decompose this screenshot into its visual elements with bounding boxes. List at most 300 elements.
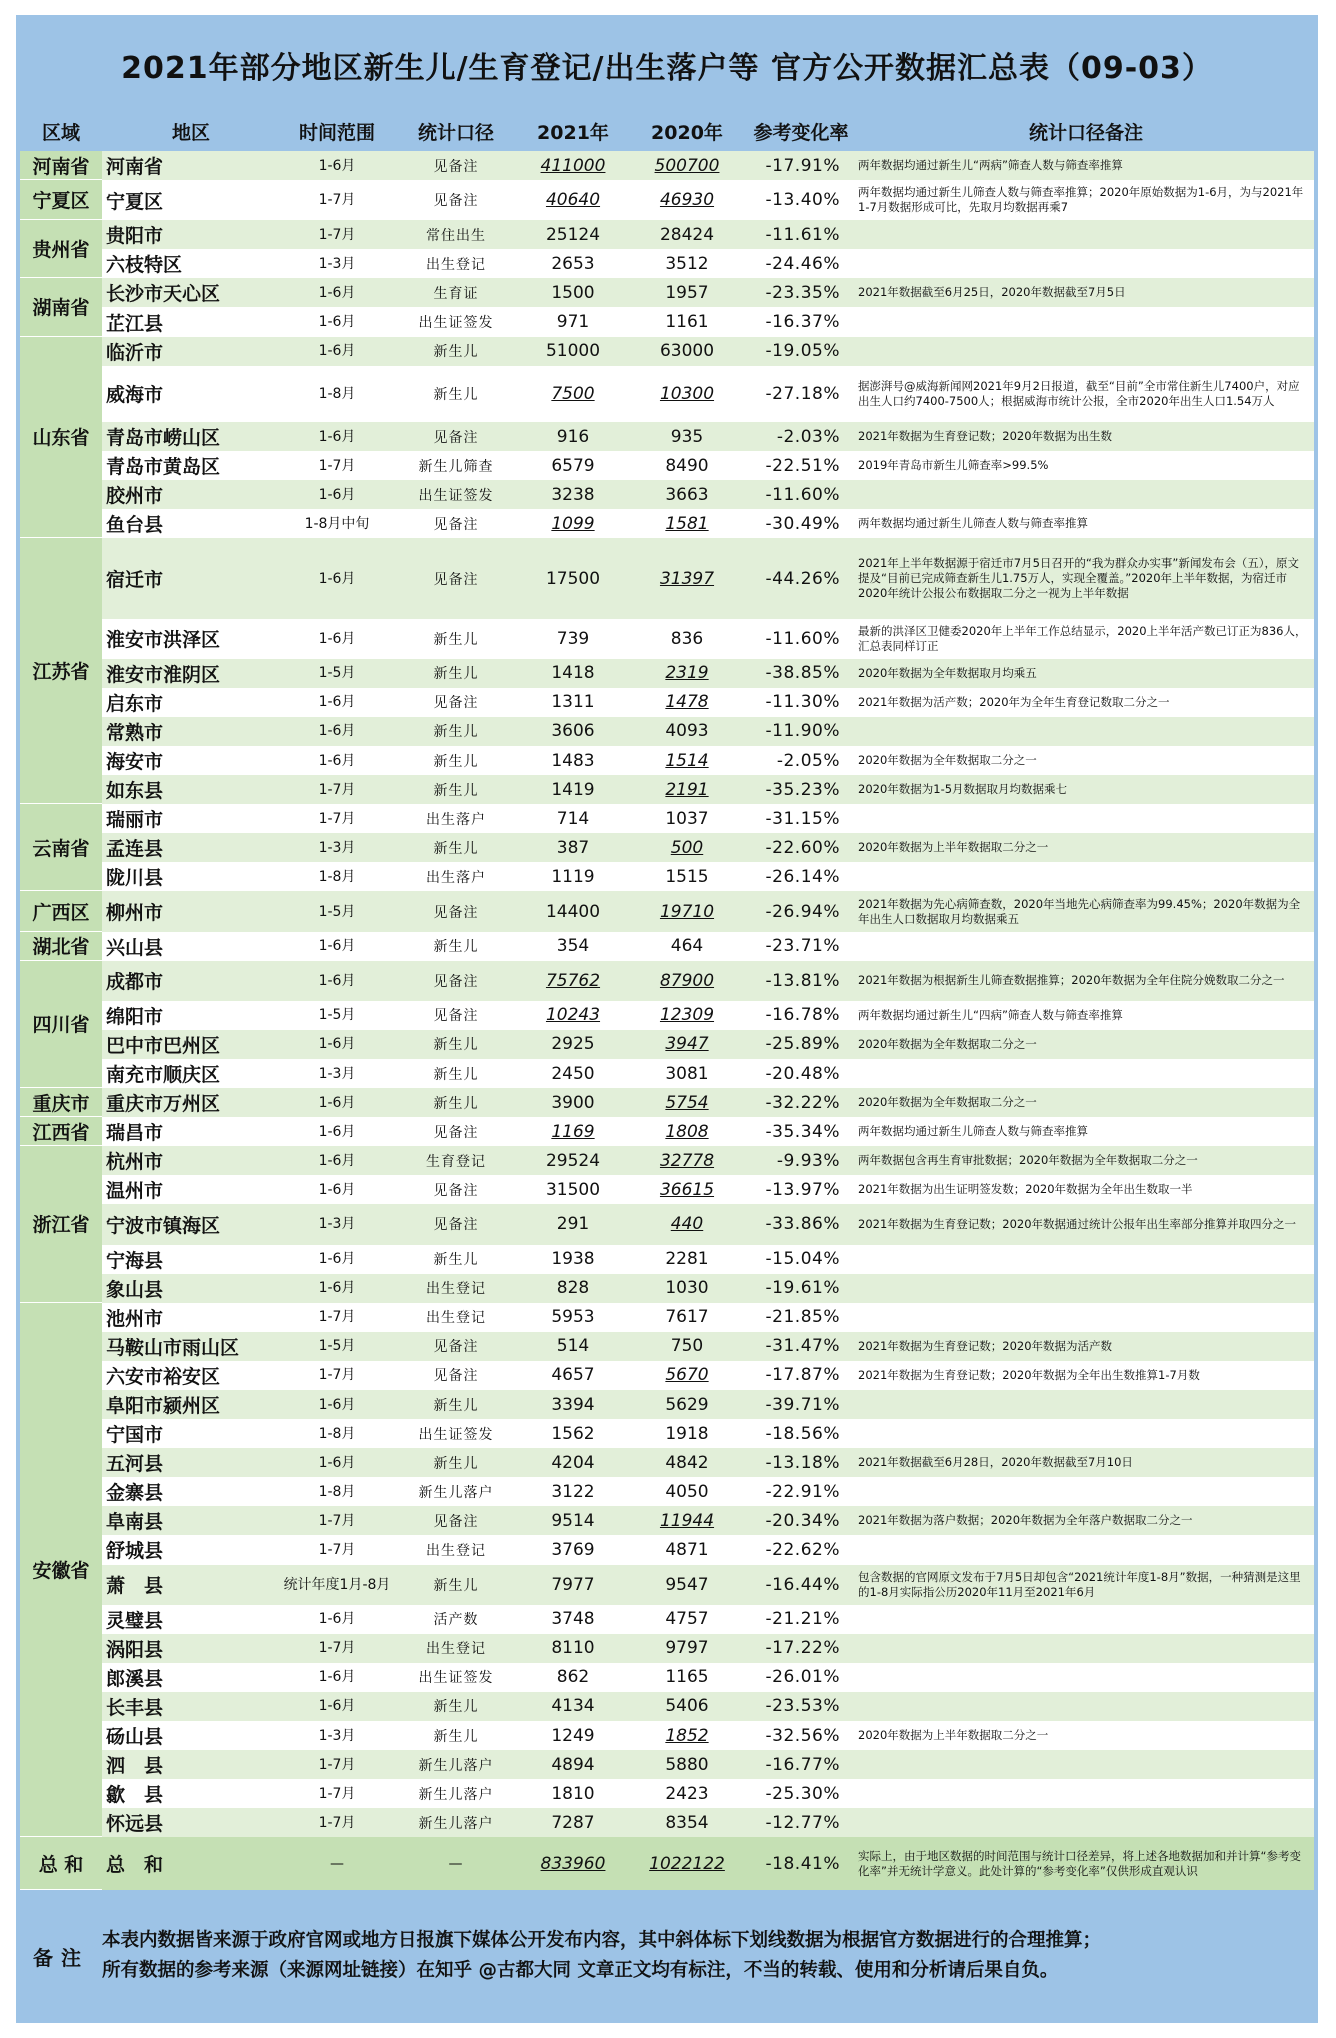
time-range-cell [278,804,396,833]
note-cell [858,1535,1310,1564]
value-2021-cell [516,337,630,366]
note-cell-text: 两年数据均通过新生儿筛查人数与筛查率推算；2020年原始数据为1-6月，为与2021年1-7月数据形成可比，先取月均数据再乘7 [858,185,1304,215]
caliber-cell [396,1448,516,1477]
note-cell [858,717,1310,746]
change-rate-cell-text: -2.03% [776,426,840,447]
value-2021-cell [516,1274,630,1303]
table-row [102,422,1314,451]
region-cell: 宁夏区 [20,180,102,220]
area-cell [106,151,276,180]
caliber-cell [396,1750,516,1779]
table-row [102,180,1314,220]
note-cell-text: 两年数据均通过新生儿筛查人数与筛查率推算 [858,516,1088,531]
value-2021-cell-text: 4134 [551,1696,595,1717]
change-rate-cell [744,1750,844,1779]
time-range-cell-text: 1-8月 [318,1425,356,1442]
caliber-cell [396,1361,516,1390]
change-rate-cell-text: -16.77% [765,1754,840,1775]
value-2021-cell [516,1332,630,1361]
value-2020-cell [630,1390,744,1419]
value-2021-cell [516,538,630,618]
caliber-cell-text: 新生儿 [433,1037,479,1054]
caliber-cell [396,746,516,775]
area-cell-text: 萧 县 [106,1575,164,1598]
area-cell [106,1390,276,1419]
note-cell [858,619,1310,659]
caliber-cell [396,1245,516,1274]
caliber-cell-text: 新生儿 [433,344,479,361]
value-2021-cell-text: 1500 [551,282,595,303]
time-range-cell [278,619,396,659]
caliber-cell-text: 见备注 [433,516,479,533]
time-range-cell [278,1506,396,1535]
time-range-cell [278,307,396,336]
note-cell [858,366,1310,422]
note-cell [858,1565,1310,1605]
change-rate-cell-text: -16.44% [765,1574,840,1595]
caliber-cell-text: 新生儿 [433,753,479,770]
table-row [102,1779,1314,1808]
value-2021-cell-text: 4657 [551,1365,595,1386]
note-cell [858,961,1310,1001]
time-range-cell [278,1030,396,1059]
value-2021-cell [516,804,630,833]
change-rate-cell [744,1692,844,1721]
change-rate-cell [744,717,844,746]
caliber-cell-text: 新生儿 [433,939,479,956]
area-cell-text: 鱼台县 [106,514,164,537]
note-cell [858,1750,1310,1779]
change-rate-cell [744,1721,844,1750]
caliber-cell [396,862,516,891]
value-2020-cell-text: 1514 [665,750,709,771]
value-2020-cell-text: 500700 [654,155,720,176]
value-2021-cell-text: 2450 [551,1063,595,1084]
value-2020-cell [630,538,744,618]
area-cell-text: 郎溪县 [106,1667,164,1690]
page-title: 2021年部分地区新生儿/生育登记/出生落户等 官方公开数据汇总表（09-03） [121,51,1213,86]
value-2020-cell [630,1303,744,1332]
value-2021-cell-text: 29524 [545,1150,601,1171]
value-2020-cell-text: 5406 [665,1696,709,1717]
area-cell [106,659,276,688]
change-rate-cell-text: -39.71% [765,1394,840,1415]
value-2021-cell-text: 25124 [545,224,601,245]
note-cell-text: 2021年数据为出生证明签发数；2020年数据为全年出生数取一半 [858,1182,1193,1197]
change-rate-cell [744,1361,844,1390]
caliber-cell-text: 生育证 [433,285,479,302]
header-change: 参考变化率 [753,122,849,144]
value-2021-cell [516,1303,630,1332]
time-range-cell [278,775,396,804]
note-cell [858,932,1310,961]
time-range-cell-text: 1-6月 [318,1698,356,1715]
time-range-cell [278,1245,396,1274]
note-cell-text: 2020年数据为上半年数据取二分之一 [858,840,1049,855]
note-cell [858,1663,1310,1692]
time-range-cell [278,1448,396,1477]
value-2021-cell [516,249,630,278]
caliber-cell [396,1332,516,1361]
region-cell: 重庆市 [20,1088,102,1117]
value-2020-cell-text: 500 [670,837,704,858]
caliber-cell [396,1506,516,1535]
time-range-cell-text: 1-6月 [318,1280,356,1297]
time-range-cell-text: 1-5月 [318,903,356,920]
value-2021-cell-text: 1249 [551,1725,595,1746]
time-range-cell [278,366,396,422]
change-rate-cell-text: -9.93% [776,1150,840,1171]
area-cell-text: 威海市 [106,384,164,407]
caliber-cell-text: 见备注 [433,429,479,446]
caliber-cell-text: 出生登记 [426,1641,486,1658]
value-2021-cell [516,659,630,688]
area-cell-text: 马鞍山市雨山区 [106,1336,240,1359]
value-2020-cell-text: 1030 [665,1278,709,1299]
value-2021-cell-text: 916 [556,426,590,447]
note-cell [858,688,1310,717]
area-cell-text: 胶州市 [106,485,164,508]
time-range-cell [278,1204,396,1244]
time-range-cell-text: 1-8月 [318,1483,356,1500]
table-row [102,1477,1314,1506]
time-range-cell-text: 1-6月 [318,157,356,174]
change-rate-cell [744,1030,844,1059]
value-2021-cell-text: 8110 [551,1638,595,1659]
change-rate-cell [744,891,844,931]
change-rate-cell [744,804,844,833]
change-rate-cell-text: -12.77% [765,1812,840,1833]
note-cell [858,1419,1310,1448]
footer-line-1: 本表内数据皆来源于政府官网或地方日报旗下媒体公开发布内容，其中斜体标下划线数据为根据官方数据进行的合理推算； [102,1930,1102,1951]
value-2021-cell-text: 3748 [551,1609,595,1630]
table-row [102,1303,1314,1332]
value-2021-cell-text: 1419 [551,779,595,800]
value-2020-cell-text: 1852 [665,1725,709,1746]
time-range-cell [278,451,396,480]
value-2020-cell-text: 1581 [665,513,709,534]
caliber-cell-text: 出生落户 [426,811,486,828]
time-range-cell [278,1750,396,1779]
change-rate-cell [744,1059,844,1088]
caliber-cell [396,480,516,509]
value-2020-cell [630,509,744,538]
caliber-cell [396,1837,516,1890]
time-range-cell-text: 1-7月 [318,1785,356,1802]
note-cell [858,220,1310,249]
change-rate-cell-text: -23.53% [765,1696,840,1717]
time-range-cell [278,1332,396,1361]
caliber-cell-text: 出生登记 [426,1542,486,1559]
value-2021-cell [516,1808,630,1837]
time-range-cell [278,862,396,891]
time-range-cell-text: 1-6月 [318,486,356,503]
caliber-cell [396,1175,516,1204]
value-2021-cell [516,220,630,249]
caliber-cell-text: 见备注 [433,1124,479,1141]
area-cell [106,1059,276,1088]
note-cell-text: 两年数据均通过新生儿筛查人数与筛查率推算 [858,1124,1088,1139]
area-cell [106,366,276,422]
area-cell [106,249,276,278]
caliber-cell [396,804,516,833]
change-rate-cell [744,1390,844,1419]
note-cell-text: 2021年数据为生育登记数；2020年数据为出生数 [858,429,1113,444]
area-cell-text: 孟连县 [106,838,164,861]
note-cell-text: 2021年数据为根据新生儿筛查数据推算；2020年数据为全年住院分娩数取二分之一 [858,973,1285,988]
area-cell [106,1565,276,1605]
note-cell [858,1332,1310,1361]
change-rate-cell-text: -13.18% [765,1452,840,1473]
value-2021-cell [516,1837,630,1890]
note-cell-text: 包含数据的官网原文发布于7月5日却包含“2021统计年度1-8月”数据，一种猜测是这里的1-8月实际指公历2020年11月至2021年6月 [858,1569,1301,1599]
value-2020-cell [630,1808,744,1837]
table-row [102,1030,1314,1059]
caliber-cell [396,619,516,659]
table-frame [16,15,1318,2023]
change-rate-cell [744,422,844,451]
caliber-cell [396,509,516,538]
area-cell [106,1204,276,1244]
note-cell-text: 2020年数据为上半年数据取二分之一 [858,1728,1049,1743]
table-row [102,619,1314,659]
caliber-cell [396,451,516,480]
value-2021-cell-text: 862 [556,1667,590,1688]
value-2021-cell-text: 7500 [551,383,595,404]
value-2020-cell-text: 31397 [659,568,715,589]
area-cell [106,1779,276,1808]
time-range-cell-text: 1-7月 [318,1309,356,1326]
area-cell [106,961,276,1001]
area-cell-text: 青岛市黄岛区 [106,456,221,479]
value-2020-cell [630,422,744,451]
footer-text [102,1926,1302,1986]
area-cell-text: 成都市 [106,971,164,994]
value-2020-cell [630,746,744,775]
change-rate-cell [744,1477,844,1506]
value-2020-cell-text: 63000 [659,341,715,362]
area-cell-text: 兴山县 [106,936,164,959]
value-2020-cell [630,619,744,659]
caliber-cell-text: 见备注 [433,973,479,990]
caliber-cell [396,932,516,961]
area-cell-text: 灵璧县 [106,1609,164,1632]
region-cell: 河南省 [20,151,102,180]
value-2021-cell-text: 1938 [551,1249,595,1270]
caliber-cell-text: 新生儿 [433,1397,479,1414]
change-rate-cell [744,1634,844,1663]
value-2021-cell [516,1721,630,1750]
area-cell-text: 海安市 [106,751,164,774]
area-cell [106,422,276,451]
note-cell-text: 两年数据均通过新生儿“两病”筛查人数与筛查率推算 [858,158,1123,173]
area-cell [106,1605,276,1634]
value-2021-cell [516,746,630,775]
time-range-cell [278,1303,396,1332]
area-cell [106,1663,276,1692]
caliber-cell [396,1477,516,1506]
value-2021-cell [516,1245,630,1274]
area-cell-text: 启东市 [106,692,164,715]
value-2020-cell-text: 8354 [665,1812,709,1833]
region-cell: 四川省 [20,961,102,1088]
region-cell: 贵州省 [20,220,102,278]
table-row [102,1245,1314,1274]
value-2021-cell-text: 739 [556,628,590,649]
time-range-cell-text: 1-6月 [318,1123,356,1140]
change-rate-cell-text: -32.22% [765,1092,840,1113]
value-2020-cell-text: 1957 [665,282,709,303]
area-cell-text: 六枝特区 [106,254,183,277]
time-range-cell [278,1565,396,1605]
area-cell [106,480,276,509]
value-2021-cell-text: 514 [556,1336,590,1357]
note-cell-text: 实际上，由于地区数据的时间范围与统计口径差异，将上述各地数据加和并计算“参考变化率”并无统计学意义。此处计算的“参考变化率”仅供形成直观认识 [858,1848,1301,1878]
caliber-cell-text: 见备注 [433,1008,479,1025]
change-rate-cell-text: -35.23% [765,779,840,800]
table-row [102,1721,1314,1750]
region-cell: 江西省 [20,1117,102,1146]
value-2020-cell [630,1448,744,1477]
table-row [102,366,1314,422]
caliber-cell-text: 见备注 [433,1368,479,1385]
caliber-cell-text: 见备注 [433,1339,479,1356]
change-rate-cell-text: -22.62% [765,1539,840,1560]
area-cell [106,1477,276,1506]
value-2020-cell [630,307,744,336]
note-cell-text: 2021年数据截至6月25日，2020年数据截至7月5日 [858,285,1126,300]
area-cell-text: 宿迁市 [106,569,164,592]
time-range-cell [278,1390,396,1419]
area-cell [106,1245,276,1274]
area-cell-text: 长沙市天心区 [106,283,221,306]
value-2021-cell [516,1448,630,1477]
area-cell-text: 常熟市 [106,721,164,744]
value-2020-cell-text: 440 [670,1214,704,1235]
value-2020-cell-text: 4050 [665,1481,709,1502]
value-2020-cell-text: 4757 [665,1609,709,1630]
area-cell [106,1146,276,1175]
time-range-cell [278,1175,396,1204]
region-cell: 湖南省 [20,278,102,336]
time-range-cell [278,249,396,278]
change-rate-cell-text: -21.85% [765,1307,840,1328]
change-rate-cell-text: -27.18% [765,383,840,404]
table-body [20,151,1314,1890]
change-rate-cell [744,746,844,775]
change-rate-cell-text: -17.87% [765,1365,840,1386]
change-rate-cell-text: -15.04% [765,1249,840,1270]
area-cell [106,1535,276,1564]
region-cell: 总 和 [20,1837,102,1890]
table-row [102,480,1314,509]
value-2021-cell-text: 387 [556,837,590,858]
caliber-cell [396,1535,516,1564]
value-2021-cell-text: 1418 [551,663,595,684]
area-cell [106,1721,276,1750]
value-2020-cell [630,833,744,862]
change-rate-cell [744,1303,844,1332]
change-rate-cell-text: -35.34% [765,1121,840,1142]
table-row [102,1117,1314,1146]
note-cell [858,891,1310,931]
value-2020-cell [630,688,744,717]
caliber-cell [396,1146,516,1175]
caliber-cell [396,1303,516,1332]
table-row [102,833,1314,862]
change-rate-cell [744,1779,844,1808]
value-2020-cell [630,932,744,961]
change-rate-cell [744,180,844,220]
caliber-cell-text: 新生儿 [433,1455,479,1472]
caliber-cell-text: 新生儿落户 [418,1815,494,1832]
caliber-cell-text: 新生儿落户 [418,1786,494,1803]
table-row [102,1204,1314,1244]
time-range-cell [278,1721,396,1750]
caliber-cell-text: 新生儿 [433,1728,479,1745]
time-range-cell-text: 1-3月 [318,255,356,272]
change-rate-cell [744,688,844,717]
table-row [102,1001,1314,1030]
area-cell-text: 宁夏区 [106,190,164,213]
change-rate-cell [744,1245,844,1274]
value-2020-cell-text: 2281 [665,1249,709,1270]
note-cell [858,1303,1310,1332]
time-range-cell-text: 1-6月 [318,428,356,445]
change-rate-cell [744,1332,844,1361]
area-cell-text: 泗 县 [106,1755,164,1778]
table-row [102,961,1314,1001]
time-range-cell [278,1419,396,1448]
value-2020-cell-text: 5880 [665,1754,709,1775]
change-rate-cell [744,833,844,862]
note-cell [858,180,1310,220]
note-cell-text: 2020年数据为全年数据取月均乘五 [858,665,1037,680]
caliber-cell-text: 新生儿 [433,631,479,648]
note-cell [858,1146,1310,1175]
area-cell-text: 淮安市洪泽区 [106,629,221,652]
value-2021-cell [516,932,630,961]
value-2021-cell [516,1361,630,1390]
change-rate-cell [744,1808,844,1837]
area-cell [106,1088,276,1117]
value-2020-cell [630,961,744,1001]
value-2020-cell-text: 935 [670,426,704,447]
caliber-cell [396,1001,516,1030]
value-2021-cell [516,1477,630,1506]
change-rate-cell-text: -11.60% [765,484,840,505]
value-2021-cell-text: 1483 [551,750,595,771]
note-cell [858,1605,1310,1634]
time-range-cell [278,509,396,538]
area-cell [106,278,276,307]
value-2020-cell-text: 87900 [659,970,715,991]
area-cell-text: 青岛市崂山区 [106,427,221,450]
change-rate-cell-text: -33.86% [765,1214,840,1235]
time-range-cell [278,688,396,717]
time-range-cell-text: 1-7月 [318,1814,356,1831]
note-cell [858,833,1310,862]
header-2020: 2020年 [651,122,723,144]
time-range-cell [278,746,396,775]
region-cell: 湖北省 [20,932,102,961]
value-2020-cell-text: 836 [670,628,704,649]
value-2020-cell-text: 2423 [665,1783,709,1804]
area-cell-text: 淮安市淮阴区 [106,663,221,686]
footer-remarks [20,1894,1314,2018]
value-2020-cell [630,1506,744,1535]
time-range-cell-text: 1-6月 [318,752,356,769]
